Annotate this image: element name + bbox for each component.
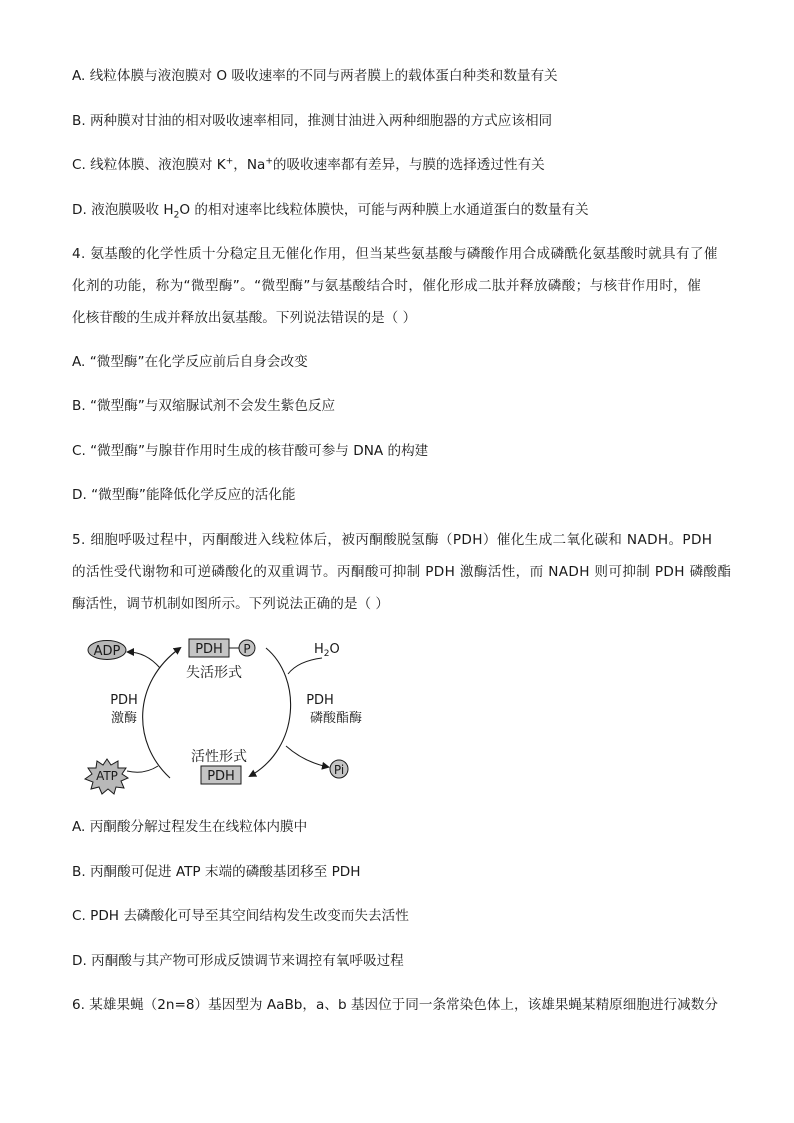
q4-stem-line-1: 4. 氨基酸的化学性质十分稳定且无催化作用，但当某些氨基酸与磷酸作用合成磷酰化氨基酸时就具有了催 xyxy=(72,246,718,262)
subscript: 2 xyxy=(173,210,180,221)
q6-stem-line-1: 6. 某雄果蝇（2n=8）基因型为 AaBb，a、b 基因位于同一条常染色体上，该雄果蝇某精原细胞进行减数分 xyxy=(72,997,718,1013)
q3-option-c-text: 的吸收速率都有差异，与膜的选择透过性有关 xyxy=(272,157,545,173)
q3-option-b: B. 两种膜对甘油的相对吸收速率相同，推测甘油进入两种细胞器的方式应该相同 xyxy=(72,113,553,129)
q4-option-d: D. “微型酶”能降低化学反应的活化能 xyxy=(72,487,296,503)
inactive-form-label: 失活形式 xyxy=(186,665,242,681)
pi-output-arrow xyxy=(286,746,328,767)
q5-stem-line-3: 酶活性，调节机制如图所示。下列说法正确的是（ ） xyxy=(72,596,389,612)
q5-stem-line-1: 5. 细胞呼吸过程中，丙酮酸进入线粒体后，被丙酮酸脱氢酶（PDH）催化生成二氧化碳和 NADH。PDH xyxy=(72,532,713,548)
water-input-curve xyxy=(288,658,322,674)
water-subscript: 2 xyxy=(323,649,330,659)
q4-stem-line-3: 化核苷酸的生成并释放出氨基酸。下列说法错误的是（ ） xyxy=(72,310,417,326)
phosphatase-arrow xyxy=(250,648,291,776)
phosphatase-label-line-2: 磷酸酯酶 xyxy=(309,711,362,726)
q4-stem-line-2: 化剂的功能，称为“微型酶”。“微型酶”与氨基酸结合时，催化形成二肽并释放磷酸；与核苷作用时，催 xyxy=(72,278,702,294)
atp-input-curve xyxy=(127,766,158,772)
q3-option-d xyxy=(72,202,589,221)
pdh-regulation-diagram xyxy=(72,628,362,798)
phosphatase-label-line-1: PDH xyxy=(306,693,334,708)
pdh-bottom-label: PDH xyxy=(207,769,235,784)
q5-stem-line-2: 的活性受代谢物和可逆磷酸化的双重调节。丙酮酸可抑制 PDH 激酶活性，而 NADH 则可抑制 PDH 磷酸酯 xyxy=(72,564,732,580)
kinase-arrow xyxy=(143,648,180,778)
water-label xyxy=(314,642,340,659)
q3-option-c-text: ，Na xyxy=(233,157,266,173)
q3-option-c xyxy=(72,157,545,173)
superscript: + xyxy=(225,156,234,167)
q3-option-d-text: O 的相对速率比线粒体膜快，可能与两种膜上水通道蛋白的数量有关 xyxy=(179,202,589,218)
kinase-label-line-1: PDH xyxy=(110,693,138,708)
pdh-top-label: PDH xyxy=(195,642,223,657)
water-h: H xyxy=(314,642,324,657)
q5-option-d: D. 丙酮酸与其产物可形成反馈调节来调控有氧呼吸过程 xyxy=(72,953,404,969)
superscript: + xyxy=(265,156,273,167)
adp-output-arrow xyxy=(128,652,160,668)
q5-option-b: B. 丙酮酸可促进 ATP 末端的磷酸基团移至 PDH xyxy=(72,864,361,880)
water-o: O xyxy=(329,642,340,657)
pi-label: Pi xyxy=(333,763,345,777)
adp-label: ADP xyxy=(93,644,121,659)
phosphate-label: P xyxy=(243,642,251,656)
q4-option-a: A. “微型酶”在化学反应前后自身会改变 xyxy=(72,354,308,370)
active-form-label: 活性形式 xyxy=(191,749,247,765)
q5-option-c: C. PDH 去磷酸化可导至其空间结构发生改变而失去活性 xyxy=(72,908,409,924)
kinase-label-line-2: 激酶 xyxy=(110,711,138,726)
q4-option-b: B. “微型酶”与双缩脲试剂不会发生紫色反应 xyxy=(72,398,336,414)
q4-option-c: C. “微型酶”与腺苷作用时生成的核苷酸可参与 DNA 的构建 xyxy=(72,443,429,459)
q5-option-a: A. 丙酮酸分解过程发生在线粒体内膜中 xyxy=(72,819,308,835)
q3-option-c-text: C. 线粒体膜、液泡膜对 K xyxy=(72,157,226,173)
q3-option-a: A. 线粒体膜与液泡膜对 O 吸收速率的不同与两者膜上的载体蛋白种类和数量有关 xyxy=(72,68,558,84)
atp-label: ATP xyxy=(96,769,118,783)
q3-option-d-text: D. 液泡膜吸收 H xyxy=(72,202,174,218)
